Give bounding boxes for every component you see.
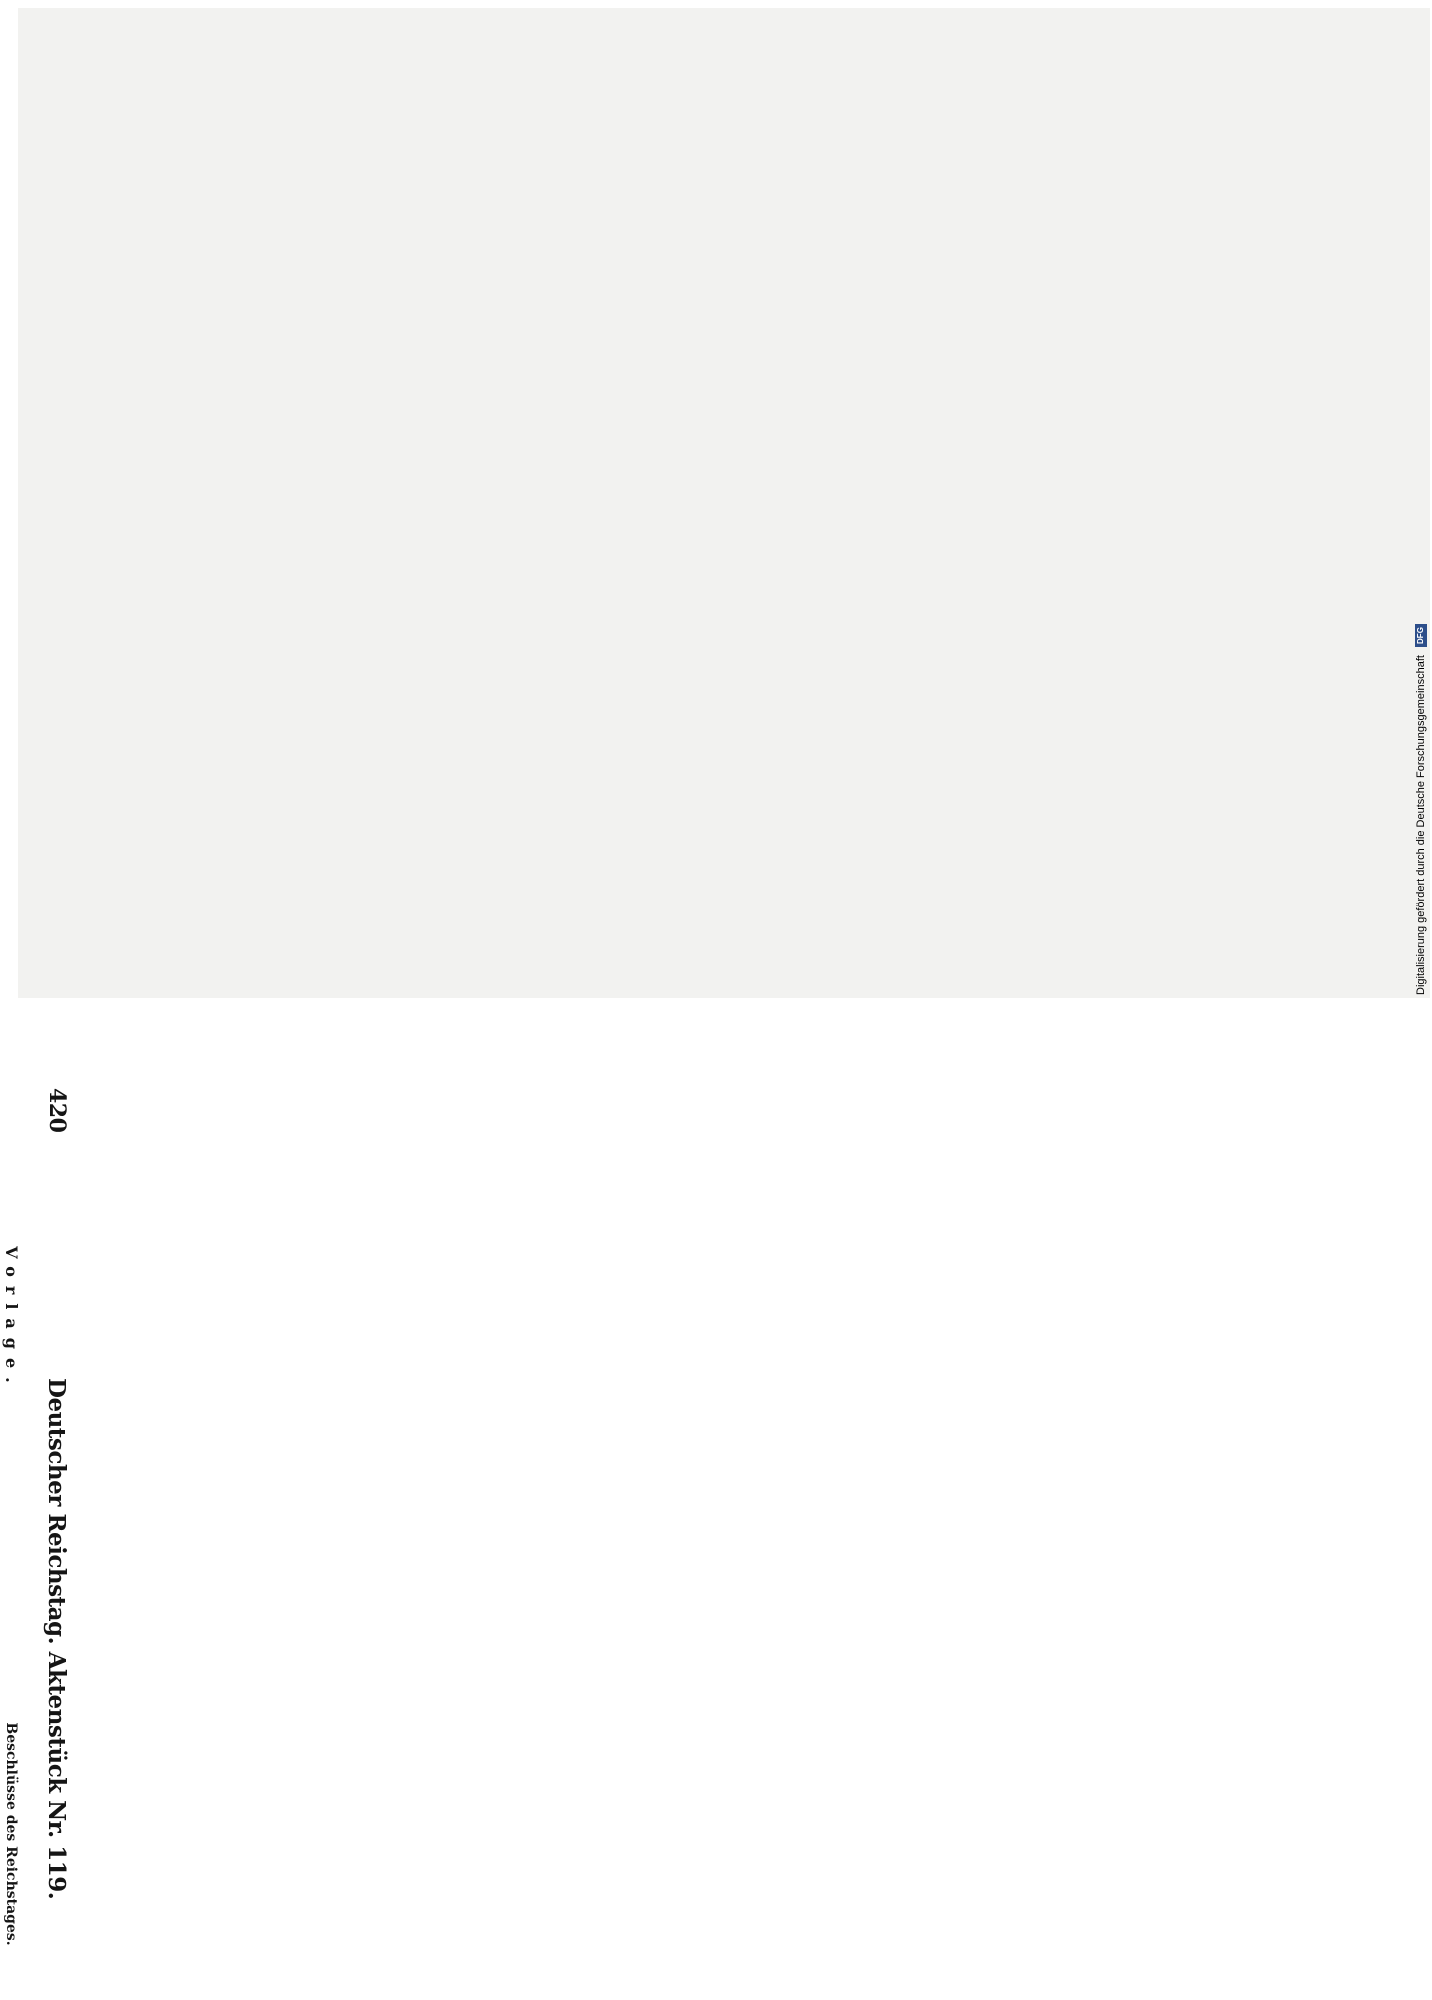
document-page xyxy=(0,1088,76,2000)
page-title: Deutscher Reichstag. Aktenstück Nr. 119. xyxy=(43,1378,70,1900)
left-column-vorlage xyxy=(0,1090,21,1548)
dfg-logo-icon: DFG xyxy=(1415,624,1427,647)
page-number: 420 xyxy=(44,1088,70,1133)
credit-text: Digitalisierung gefördert durch die Deutsche Forschungsgemeinschaft xyxy=(1415,655,1427,995)
right-column-heading: Beschlüsse des Reichstages. xyxy=(3,1722,19,1946)
digitization-credit xyxy=(1413,5,1429,995)
scanned-page xyxy=(2,8,1430,1946)
right-column-beschluesse xyxy=(0,1574,18,2000)
left-column-heading: Vorlage. xyxy=(2,1246,21,1392)
